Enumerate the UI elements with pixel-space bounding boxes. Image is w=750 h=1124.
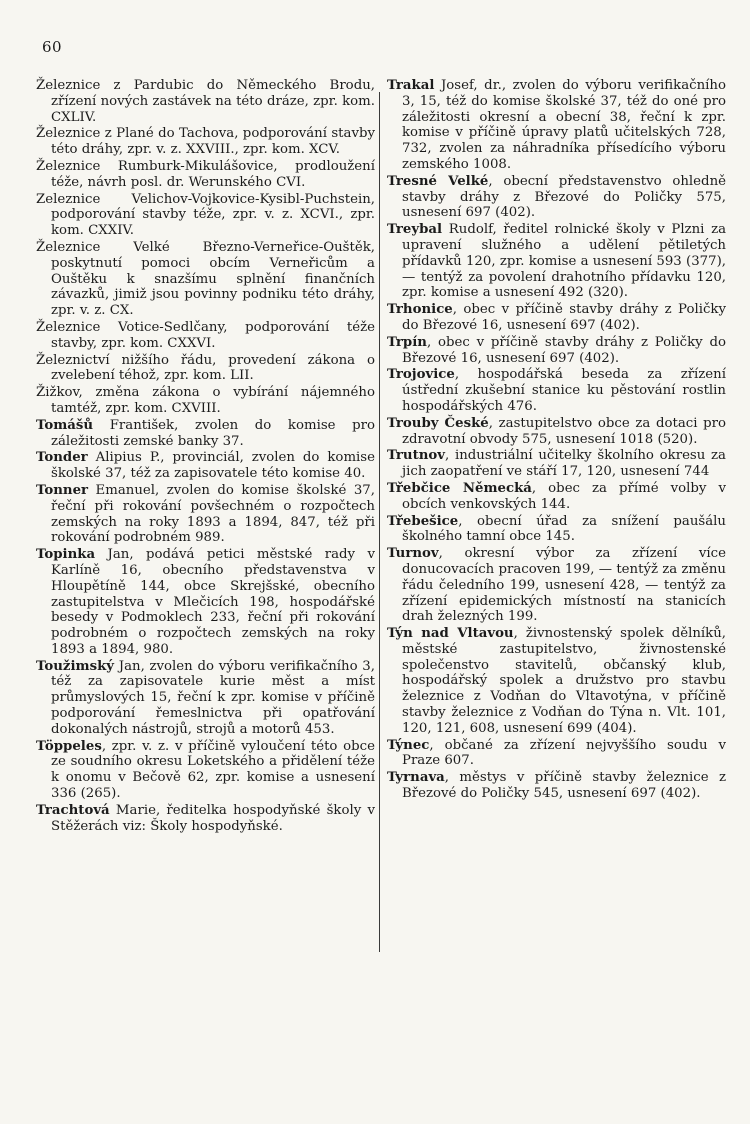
entry-text: Jan, zvolen do výboru verifikačního 3, též za zapisovatele kurie měst a míst průmyslových 15, řeční k zpr. komise v příčině podporování řemeslnictva při opatřování dokonalých nástrojů, strojů a motorů 453. — [51, 658, 375, 737]
entry-text: , městys v příčině stavby železnice z Březové do Poličky 545, usnesení 697 (402). — [402, 770, 726, 802]
index-entry — [387, 481, 726, 513]
entry-heading: Týn nad Vltavou — [387, 626, 514, 642]
entry-heading: Třebčice Německá — [387, 480, 532, 496]
entry-text: Alipius P., provinciál, zvolen do komise školské 37, též za zapisovatele této komise 40. — [51, 450, 375, 482]
page-number: 60 — [42, 38, 63, 56]
entry-text: , zastupitelstvo obce za dotaci pro zdravotní obvody 575, usnesení 1018 (520). — [402, 415, 726, 447]
entry-heading: Trpín — [387, 334, 427, 350]
entry-heading: Trouby České — [387, 415, 489, 431]
index-entry — [387, 514, 726, 546]
entry-text: , obecní úřad za snížení paušálu školného tamní obce 145. — [402, 513, 726, 545]
entry-text: František, zvolen do komise pro záležitosti zemské banky 37. — [51, 417, 375, 449]
index-entry — [36, 418, 375, 450]
index-columns — [36, 78, 726, 835]
entry-text: Železnice z Plané do Tachova, podporování stavby této dráhy, zpr. v. z. XXVIII., zpr. kom. XCV. — [36, 126, 375, 158]
left-column — [36, 78, 375, 835]
entry-text: Marie, ředitelka hospodyňské školy v Stěžerách viz: Školy hospodyňské. — [51, 802, 375, 834]
index-entry — [36, 240, 375, 319]
entry-text: , živnostenský spolek dělníků, městské zastupitelstvo, živnostenské společenstvo stavitelů, občanský klub, hospodářský spolek a družstvo pro stavbu železnice z Vodňan do Vltavotýna, v příčině stavby železnice z Vodňan do Týna n. Vlt. 101, 120, 121, 608, usnesení 699 (404). — [402, 626, 726, 736]
index-entry — [387, 335, 726, 367]
index-entry — [387, 174, 726, 221]
entry-text: Josef, dr., zvolen do výboru verifikačního 3, 15, též do komise školské 37, též do oné pro záležitosti okresní a obecní 38, řeční k zpr. komise v příčině úpravy platů učitelských 728, 732, zvolen za náhradníka přísedícího výboru zemského 1008. — [402, 78, 726, 172]
index-entry — [36, 547, 375, 658]
entry-heading: Turnov — [387, 546, 439, 562]
entry-text: Železnice Rumburk-Mikulášovice, prodloužení téže, návrh posl. dr. Werunského CVI. — [36, 158, 375, 190]
index-entry — [387, 222, 726, 301]
entry-text: , obec v příčině stavby dráhy z Poličky do Březové 16, usnesení 697 (402). — [402, 334, 726, 366]
entry-heading: Týnec — [387, 737, 430, 753]
entry-heading: Tomášů — [36, 417, 94, 433]
entry-heading: Trojovice — [387, 367, 455, 383]
index-entry — [36, 192, 375, 239]
index-entry — [387, 738, 726, 770]
entry-heading: Tresné Velké — [387, 173, 489, 189]
index-entry — [36, 353, 375, 385]
entry-text: , industriální učitelky školního okresu za jich zaopatření ve stáří 17, 120, usnesení 744 — [402, 448, 726, 480]
entry-heading: Třebešice — [387, 513, 459, 529]
entry-text: , zpr. v. z. v příčině vyloučení této obce ze soudního okresu Loketského a přidělení téže k onomu v Bečově 62, zpr. komise a usnesení 336 (265). — [51, 738, 375, 802]
entry-text: Železnice z Pardubic do Německého Brodu, zřízení nových zastávek na této dráze, zpr. kom. CXLIV. — [36, 78, 375, 125]
index-entry — [387, 78, 726, 173]
entry-text: , občané za zřízení nejvyššího soudu v Praze 607. — [402, 737, 726, 769]
index-entry — [387, 626, 726, 737]
index-entry — [36, 78, 375, 125]
index-entry — [387, 416, 726, 448]
entry-text: Železnice Votice-Sedlčany, podporování téže stavby, zpr. kom. CXXVI. — [36, 319, 375, 351]
entry-heading: Topinka — [36, 547, 96, 563]
entry-heading: Tyrnava — [387, 770, 445, 786]
entry-text: Železnictví nižšího řádu, provedení zákona o zvelebení téhož, zpr. kom. LII. — [36, 352, 375, 384]
index-entry — [36, 739, 375, 802]
entry-text: Jan, podává petici městské rady v Karlíně 16, obecního představenstva v Hloupětíně 144, obce Skrejšské, obecního zastupitelstva v Mlečicích 198, hospodářské besedy v Podmoklech 233, řeční při rokování podrobném o rozpočtech zemských na roky 1893 a 1894, 980. — [51, 547, 375, 657]
index-entry — [36, 803, 375, 835]
entry-heading: Trhonice — [387, 302, 453, 318]
entry-heading: Treybal — [387, 222, 443, 238]
entry-heading: Toužimský — [36, 658, 115, 674]
entry-text: Železnice Velké Březno-Verneřice-Ouštěk, poskytnutí pomoci obcím Verneřicům a Ouštěku k snazšímu splnění finančních závazků, jimiž jsou povinny podniku této dráhy, zpr. v. z. CX. — [36, 239, 375, 319]
index-entry — [36, 126, 375, 158]
entry-text: Zeleznice Velichov-Vojkovice-Kysibl-Puchstein, podporování stavby téže, zpr. v. z. XCVI., zpr. kom. CXXIV. — [36, 191, 375, 239]
entry-text: , obecní představenstvo ohledně stavby dráhy z Březové do Poličky 575, usnesení 697 (402). — [402, 173, 727, 221]
entry-heading: Tonner — [36, 482, 89, 498]
entry-text: Rudolf, ředitel rolnické školy v Plzni za upravení služného a udělení pětiletých přídavků 120, zpr. komise a usnesení 593 (377), — tentýž za povolení drahotního přídavku 120, zpr. komise a usnesení 492 (320). — [402, 222, 726, 301]
right-column — [387, 78, 726, 835]
entry-text: , okresní výbor za zřízení více donucovacích pracoven 199, — tentýž za změnu řádu čeledního 199, usnesení 428, — tentýž za zřízení epidemických místností na stanicích drah železných 199. — [402, 546, 726, 625]
index-entry — [36, 659, 375, 738]
entry-heading: Töppeles — [36, 738, 102, 754]
index-entry — [387, 302, 726, 334]
entry-text: Emanuel, zvolen do komise školské 37, řeční při rokování povšechném o rozpočtech zemských na roky 1893 a 1894, 847, též při rokování podrobném 989. — [51, 482, 375, 546]
index-entry — [36, 159, 375, 191]
index-entry — [387, 448, 726, 480]
entry-heading: Trachtová — [36, 802, 110, 818]
index-entry — [36, 320, 375, 352]
entry-text: , hospodářská beseda za zřízení ústřední zkušební stanice ku pěstování rostlin hospodářských 476. — [402, 367, 726, 414]
index-entry — [387, 770, 726, 802]
index-entry — [387, 367, 726, 414]
index-entry — [36, 385, 375, 417]
entry-text: Žižkov, změna zákona o vybírání nájemného tamtéž, zpr. kom. CXVIII. — [36, 385, 375, 416]
entry-heading: Trakal — [387, 78, 435, 93]
entry-text: , obec za přímé volby v obcích venkovských 144. — [402, 480, 726, 512]
entry-heading: Tonder — [36, 450, 88, 466]
index-entry — [387, 546, 726, 625]
index-entry — [36, 483, 375, 546]
entry-heading: Trutnov — [387, 448, 446, 464]
entry-text: , obec v příčině stavby dráhy z Poličky do Březové 16, usnesení 697 (402). — [402, 302, 726, 333]
index-entry — [36, 450, 375, 482]
